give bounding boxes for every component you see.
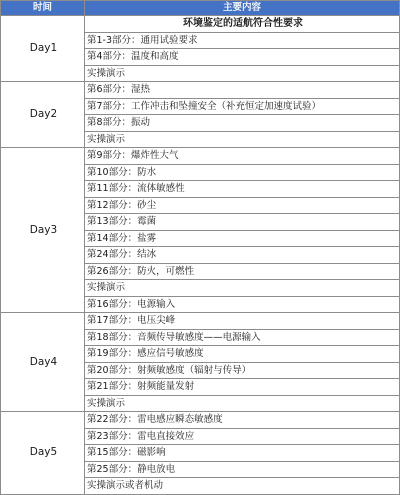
content-cell: 实操演示 (85, 131, 400, 148)
content-cell: 第7部分：工作冲击和坠撞安全（补充恒定加速度试验） (85, 98, 400, 115)
content-cell: 实操演示 (85, 65, 400, 82)
table-row (1, 148, 400, 165)
header-row (1, 1, 400, 16)
content-cell: 第26部分：防火，可燃性 (85, 263, 400, 280)
day-cell: Day2 (1, 82, 85, 148)
content-cell: 第9部分：爆炸性大气 (85, 148, 400, 165)
content-cell: 第14部分：盐雾 (85, 230, 400, 247)
content-cell: 第24部分：结冰 (85, 247, 400, 264)
content-cell: 第20部分：射频敏感度（辐射与传导） (85, 362, 400, 379)
table-row (1, 82, 400, 99)
day-cell: Day3 (1, 148, 85, 313)
content-cell: 第4部分：温度和高度 (85, 49, 400, 66)
content-cell: 实操演示或者机动 (85, 478, 400, 495)
header-time: 时间 (1, 1, 85, 16)
content-cell: 第17部分：电压尖峰 (85, 313, 400, 330)
content-cell: 第23部分：雷电直接效应 (85, 428, 400, 445)
content-cell: 第22部分：雷电感应瞬态敏感度 (85, 412, 400, 429)
content-cell: 第16部分：电源输入 (85, 296, 400, 313)
content-cell: 第6部分：湿热 (85, 82, 400, 99)
day-cell: Day5 (1, 412, 85, 495)
day-cell: Day4 (1, 313, 85, 412)
content-cell: 第18部分：音频传导敏感度——电源输入 (85, 329, 400, 346)
content-cell: 第21部分：射频能量发射 (85, 379, 400, 396)
content-cell: 第25部分：静电放电 (85, 461, 400, 478)
day-cell: Day1 (1, 16, 85, 82)
content-cell: 第19部分：感应信号敏感度 (85, 346, 400, 363)
content-cell: 实操演示 (85, 395, 400, 412)
content-cell: 第15部分：磁影响 (85, 445, 400, 462)
table-row (1, 16, 400, 33)
content-cell: 实操演示 (85, 280, 400, 297)
table-row (1, 313, 400, 330)
section-subheading: 环境鉴定的适航符合性要求 (85, 16, 400, 33)
table-row (1, 412, 400, 429)
content-cell: 第10部分：防水 (85, 164, 400, 181)
content-cell: 第13部分：霉菌 (85, 214, 400, 231)
content-cell: 第8部分：振动 (85, 115, 400, 132)
content-cell: 第12部分：砂尘 (85, 197, 400, 214)
content-cell: 第11部分：流体敏感性 (85, 181, 400, 198)
content-cell: 第1-3部分：通用试验要求 (85, 32, 400, 49)
header-content: 主要内容 (85, 1, 400, 16)
